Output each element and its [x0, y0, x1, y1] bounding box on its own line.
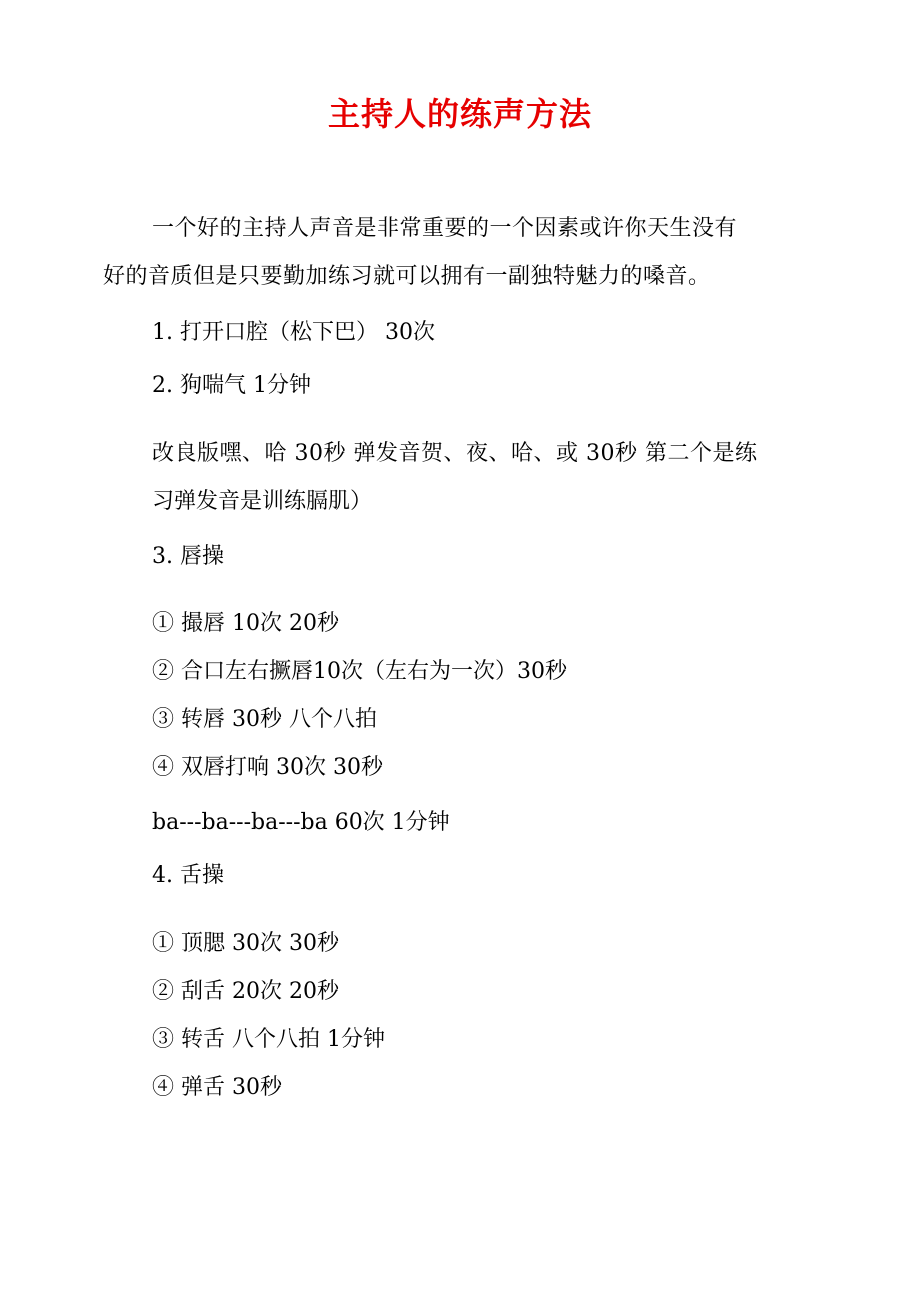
tongue-step-4: ④ 弹舌 30秒: [152, 1075, 282, 1100]
item-2-note-line-2: 习弹发音是训练膈肌）: [152, 489, 373, 514]
item-1-open-mouth: 1. 打开口腔（松下巴） 30次: [152, 320, 435, 345]
item-2-dog-pant: 2. 狗喘气 1分钟: [152, 373, 311, 398]
tongue-step-1: ① 顶腮 30次 30秒: [152, 931, 339, 956]
intro-paragraph-line-2: 好的音质但是只要勤加练习就可以拥有一副独特魅力的嗓音。: [103, 264, 711, 289]
tongue-step-3: ③ 转舌 八个八拍 1分钟: [152, 1027, 385, 1052]
lip-step-4: ④ 双唇打响 30次 30秒: [152, 755, 383, 780]
tongue-step-2: ② 刮舌 20次 20秒: [152, 979, 339, 1004]
lip-step-2: ② 合口左右撅唇10次（左右为一次）30秒: [152, 659, 567, 684]
document-title: 主持人的练声方法: [327, 95, 592, 133]
lip-step-1: ① 撮唇 10次 20秒: [152, 611, 339, 636]
intro-paragraph-line-1: 一个好的主持人声音是非常重要的一个因素或许你天生没有: [152, 216, 738, 241]
item-4-tongue-exercise: 4. 舌操: [152, 863, 224, 888]
item-2-note-line-1: 改良版嘿、哈 30秒 弹发音贺、夜、哈、或 30秒 第二个是练: [152, 441, 758, 466]
lip-step-3: ③ 转唇 30秒 八个八拍: [152, 707, 377, 732]
item-3-lip-exercise: 3. 唇操: [152, 544, 224, 569]
lip-extra-ba: ba---ba---ba---ba 60次 1分钟: [152, 810, 450, 835]
